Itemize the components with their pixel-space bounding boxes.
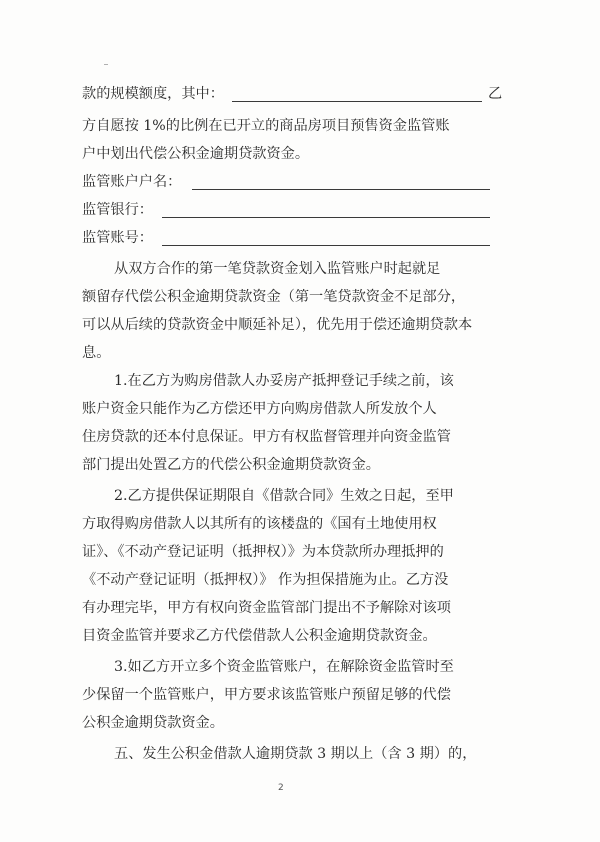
field-label: 监管账号： xyxy=(82,230,153,246)
text-line: 方自愿按 1%的比例在已开立的商品房项目预售资金监管账 xyxy=(82,118,450,134)
text-line: 账户资金只能作为乙方偿还甲方向购房借款人所发放个人 xyxy=(82,401,437,417)
text-line: 款的规模额度，其中： xyxy=(82,86,224,102)
text-line: 1.在乙方为购房借款人办妥房产抵押登记手续之前，该 xyxy=(114,373,454,389)
text-line: 证》、《不动产登记证明（抵押权）》为本贷款所办理抵押的 xyxy=(82,544,444,560)
text-line: 有办理完毕，甲方有权向资金监管部门提出不予解除对该项 xyxy=(82,600,451,616)
text-line: 2.乙方提供保证期限自《借款合同》生效之日起，至甲 xyxy=(114,488,454,504)
text-line: 少保留一个监管账户，甲方要求该监管账户预留足够的代偿 xyxy=(82,687,451,703)
text-line: 从双方合作的第一笔贷款资金划入监管账户时起就足 xyxy=(114,261,441,277)
fill-in-blank xyxy=(192,189,490,190)
text-line: 五、发生公积金借款人逾期贷款 3 期以上（含 3 期）的， xyxy=(114,746,477,762)
text-line: 目资金监管并要求乙方代偿借款人公积金逾期贷款资金。 xyxy=(82,628,437,644)
fill-in-blank xyxy=(232,101,482,102)
scan-mark xyxy=(104,64,108,65)
fill-in-blank xyxy=(162,245,490,246)
text-line: 户中划出代偿公积金逾期贷款资金。 xyxy=(82,146,310,162)
text-line: 《不动产登记证明（抵押权）》 作为担保措施为止。乙方没 xyxy=(82,572,449,588)
field-label: 监管账户户名： xyxy=(82,174,182,190)
text-line: 3.如乙方开立多个资金监管账户，在解除资金监管时至 xyxy=(114,659,454,675)
fill-in-blank xyxy=(162,217,490,218)
text-line: 方取得购房借款人以其所有的该楼盘的《国有土地使用权 xyxy=(82,516,437,532)
text-line: 公积金逾期贷款资金。 xyxy=(82,715,224,731)
text-line: 住房贷款的还本付息保证。甲方有权监督管理并向资金监管 xyxy=(82,429,451,445)
page-number: 2 xyxy=(278,783,284,793)
text-line: 额留存代偿公积金逾期贷款资金（第一笔贷款资金不足部分， xyxy=(82,289,466,305)
text-line: 可以从后续的贷款资金中顺延补足），优先用于偿还逾期贷款本 xyxy=(82,317,473,333)
text-line: 息。 xyxy=(82,345,111,361)
field-label: 监管银行： xyxy=(82,202,153,218)
text-line: 乙 xyxy=(488,86,503,102)
text-line: 部门提出处置乙方的代偿公积金逾期贷款资金。 xyxy=(82,457,380,473)
